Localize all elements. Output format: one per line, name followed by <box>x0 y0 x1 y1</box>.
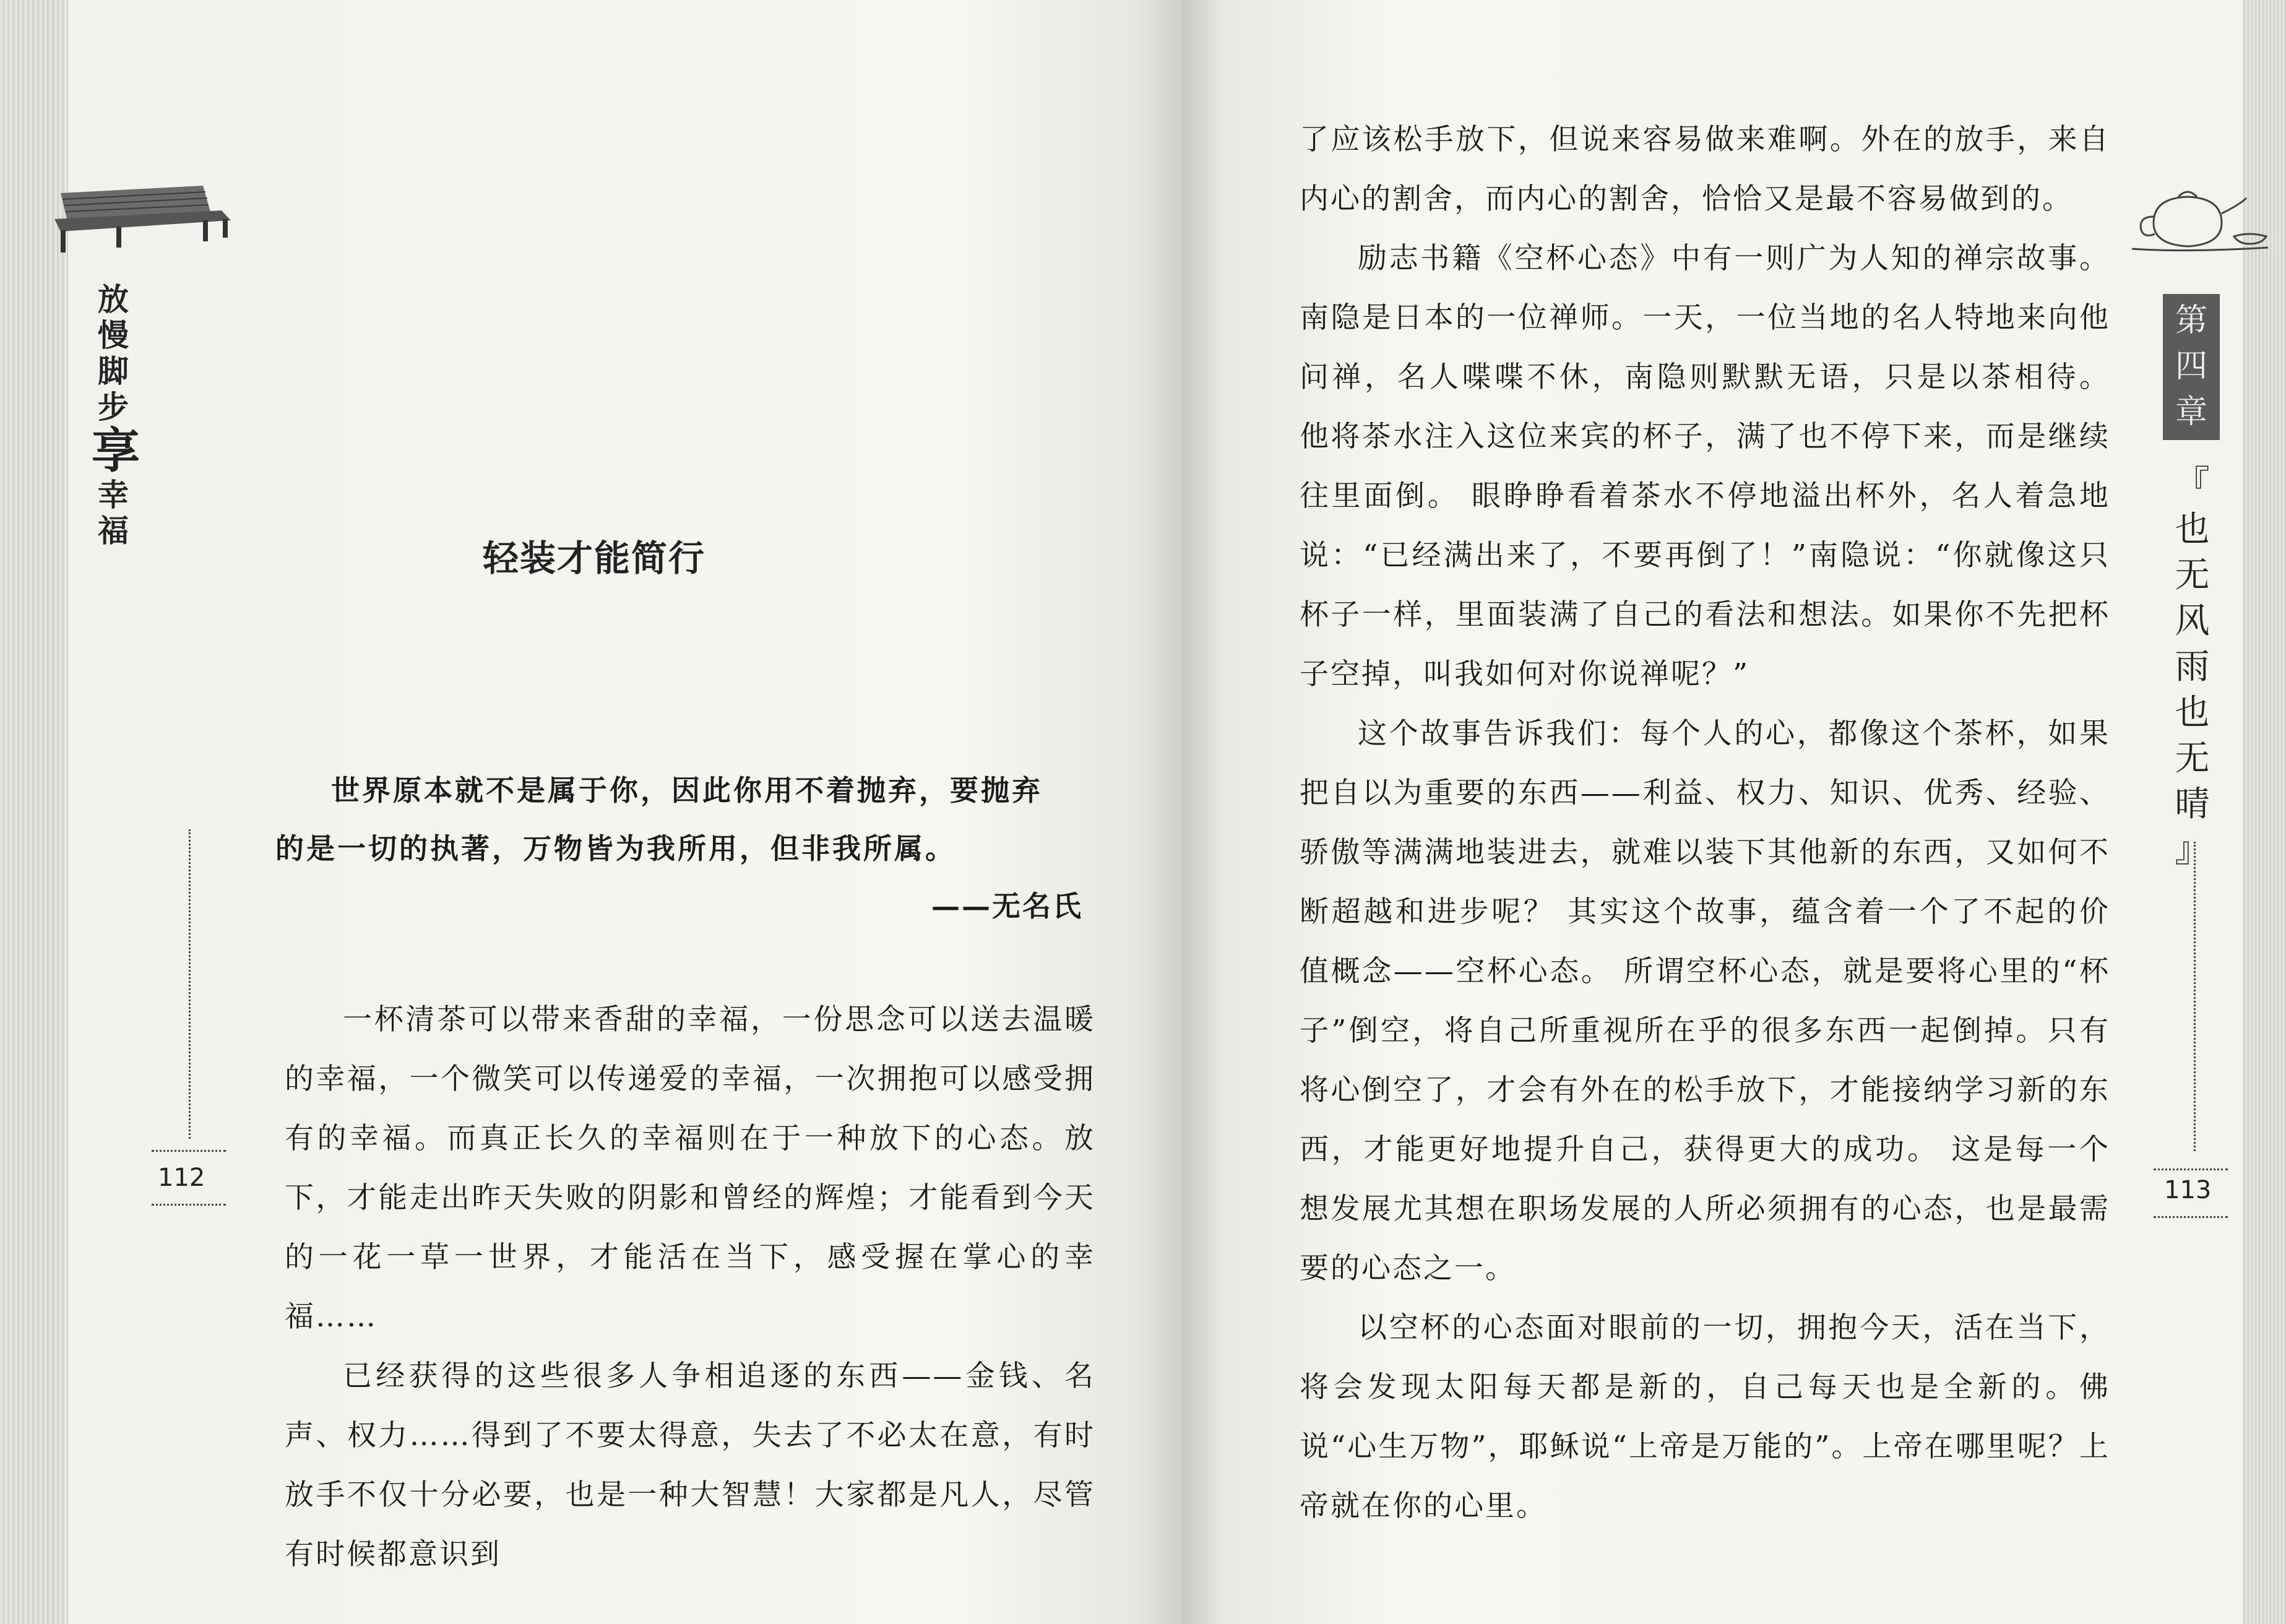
paragraph: 以空杯的心态面对眼前的一切，拥抱今天，活在当下，将会发现太阳每天都是新的，自己每天也是全新的。佛说“心生万物”，耶稣说“上帝是万能的”。上帝在哪里呢？上帝就在你的心里。 <box>1300 1311 2110 1523</box>
bench-icon <box>48 181 234 255</box>
chapter-label-char: 章 <box>2175 394 2207 431</box>
paragraph: 励志书籍《空杯心态》中有一则广为人知的禅宗故事。 南隐是日本的一位禅师。一天，一位当地的名人特地来向他问禅，名人喋喋不休，南隐则默默无语，只是以茶相待。 他将茶水注入这位来宾的杯子，满了也不停下来，而是继续往里面倒。 眼睁睁看着茶水不停地溢出杯外，名人着急地说：“已经满出来了，不要再倒了！”南隐说：“你就像这只杯子一样，里面装满了自己的看法和想法。如果你不先把杯子空掉，叫我如何对你说禅呢？” <box>1300 241 2110 691</box>
epigraph-line: 世界原本就不是属于你，因此你用不着抛弃，要抛弃 <box>331 774 1043 807</box>
side-title-char: 步 <box>98 389 129 425</box>
chapter-subtitle-char: 风 <box>2175 601 2210 641</box>
chapter-subtitle <box>2166 461 2219 873</box>
paragraph: 已经获得的这些很多人争相追逐的东西——金钱、名声、权力……得到了不要太得意，失去了不必太在意，有时放手不仅十分必要，也是一种大智慧！大家都是凡人，尽管有时候都意识到 <box>285 1359 1095 1571</box>
book-side-title <box>92 282 140 549</box>
margin-dotted-line <box>189 829 191 1139</box>
page-number-right: 113 <box>2164 1176 2212 1204</box>
side-title-char: 幸 <box>98 477 129 513</box>
epigraph-attribution: ——无名氏 <box>931 889 1083 923</box>
left-body-text <box>285 990 1095 1584</box>
paragraph: 这个故事告诉我们：每个人的心，都像这个茶杯，如果把自以为重要的东西——利益、权力、知识、优秀、经验、骄傲等满满地装进去，就难以装下其他新的东西，又如何不断超越和进步呢？ 其实这个故事，蕴含着一个了不起的价值概念——空杯心态。 所谓空杯心态，就是要将心里的“杯子”倒空，将自己所重视所在乎的很多东西一起倒掉。只有将心倒空了，才会有外在的松手放下，才能接纳学习新的东西，才能更好地提升自己，获得更大的成功。 这是每一个想发展尤其想在职场发展的人所必须拥有的心态，也是最需要的心态之一。 <box>1300 717 2110 1285</box>
chapter-subtitle-char: 无 <box>2175 738 2210 779</box>
chapter-label-char: 第 <box>2175 302 2207 339</box>
side-title-char: 慢 <box>98 317 129 353</box>
chapter-label-char: 四 <box>2175 348 2207 385</box>
page-number-rule <box>2154 1216 2228 1218</box>
chapter-subtitle-char: 『 <box>2175 464 2210 504</box>
right-body-text <box>1300 110 2110 1536</box>
epigraph <box>275 761 1092 878</box>
side-title-char: 脚 <box>98 353 129 389</box>
teapot-icon <box>2129 179 2271 254</box>
chapter-subtitle-char: 晴 <box>2175 784 2210 824</box>
page-number-left: 112 <box>158 1164 205 1192</box>
page-number-rule <box>2154 1168 2228 1170</box>
chapter-title: 轻装才能简行 <box>483 537 706 579</box>
paragraph: 了应该松手放下，但说来容易做来难啊。外在的放手，来自内心的割舍，而内心的割舍，恰恰又是最不容易做到的。 <box>1300 123 2110 216</box>
side-title-char: 福 <box>98 513 129 549</box>
chapter-subtitle-char: 』 <box>2175 830 2210 870</box>
chapter-subtitle-char: 无 <box>2175 555 2210 595</box>
chapter-subtitle-char: 也 <box>2175 509 2210 550</box>
margin-dotted-line <box>2194 842 2196 1151</box>
chapter-label <box>2163 294 2220 440</box>
chapter-subtitle-char: 也 <box>2175 693 2210 733</box>
side-title-emphasis: 享 <box>92 423 140 479</box>
epigraph-line: 的是一切的执著，万物皆为我所用，但非我所属。 <box>275 832 956 865</box>
paragraph: 一杯清茶可以带来香甜的幸福，一份思念可以送去温暖的幸福，一个微笑可以传递爱的幸福，一次拥抱可以感受拥有的幸福。而真正长久的幸福则在于一种放下的心态。放下，才能走出昨天失败的阴影和曾经的辉煌；才能看到今天的一花一草一世界，才能活在当下，感受握在掌心的幸福…… <box>285 1003 1095 1334</box>
chapter-subtitle-char: 雨 <box>2175 647 2210 687</box>
page-number-rule <box>152 1150 226 1152</box>
page-number-rule <box>152 1204 226 1206</box>
side-title-char: 放 <box>98 282 129 317</box>
